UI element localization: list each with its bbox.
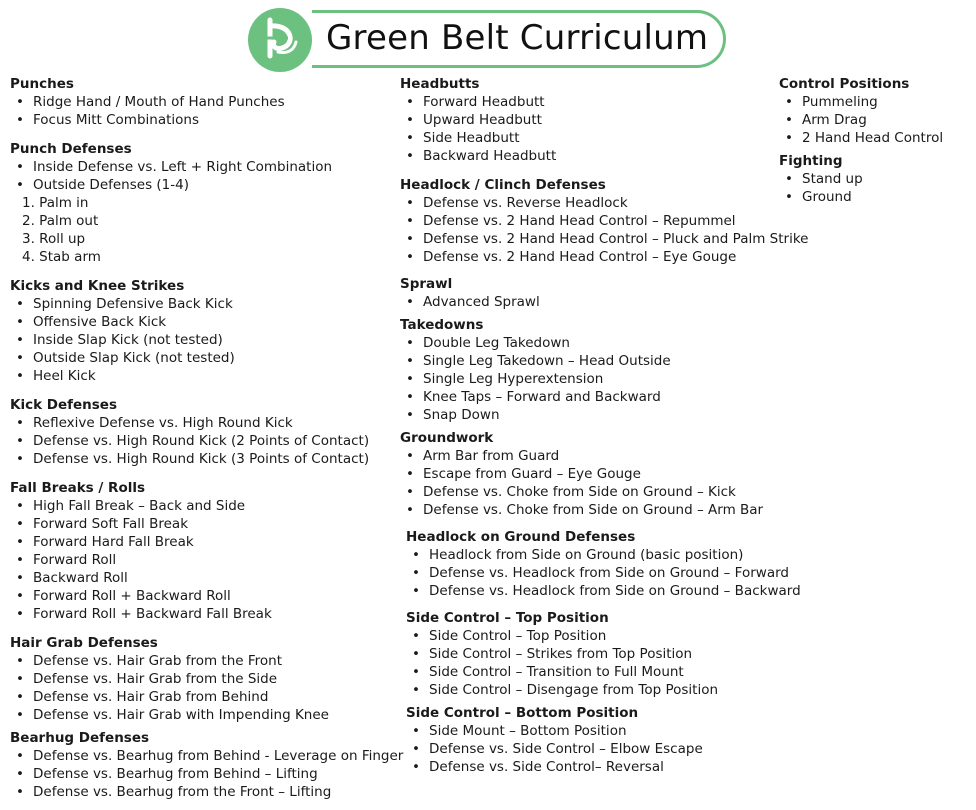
section-headbutts — [400, 75, 790, 165]
list-item: • Forward Soft Fall Break — [10, 515, 395, 533]
column-left — [10, 75, 404, 801]
section-control-positions — [779, 75, 969, 147]
section-title: Punch Defenses — [10, 141, 132, 157]
section-title: Side Control – Bottom Position — [406, 705, 639, 721]
list-item: • Spinning Defensive Back Kick — [10, 295, 395, 313]
list-item: • 2 Hand Head Control — [779, 129, 969, 147]
list-item: • Outside Defenses (1-4) — [10, 176, 395, 194]
list-item: • Defense vs. Bearhug from Behind - Leverage on Finger — [10, 747, 395, 765]
section-side-control-top — [400, 609, 790, 699]
column-middle — [400, 75, 809, 776]
item-list — [400, 447, 790, 519]
item-list — [400, 194, 809, 266]
list-item: • Side Headbutt — [400, 129, 790, 147]
list-item: • Side Control – Top Position — [406, 627, 790, 645]
list-item: • Focus Mitt Combinations — [10, 111, 395, 129]
list-item: • Reflexive Defense vs. High Round Kick — [10, 414, 395, 432]
list-item: • Defense vs. 2 Hand Head Control – Repummel — [400, 212, 790, 230]
list-item: • Side Control – Strikes from Top Position — [406, 645, 790, 663]
list-item: • Defense vs. Headlock from Side on Ground – Backward — [406, 582, 790, 600]
section-sprawl — [400, 275, 790, 311]
list-item: • Arm Drag — [779, 111, 969, 129]
list-item: • Defense vs. Hair Grab with Impending Knee — [10, 706, 395, 724]
section-title: Fighting — [779, 153, 843, 169]
page-header — [248, 6, 730, 74]
column-right — [779, 75, 969, 206]
list-item: • Side Control – Transition to Full Mount — [406, 663, 790, 681]
section-fighting — [779, 152, 969, 206]
section-side-control-bottom — [400, 704, 790, 776]
page-title: Green Belt Curriculum — [326, 18, 709, 58]
list-item: • Headlock from Side on Ground (basic position) — [406, 546, 790, 564]
item-list — [779, 170, 969, 206]
list-item: • Defense vs. Hair Grab from the Front — [10, 652, 395, 670]
item-list — [10, 414, 395, 468]
section-fall-breaks — [10, 479, 395, 623]
section-title: Bearhug Defenses — [10, 730, 150, 746]
sublist-item: 3. Roll up — [22, 231, 86, 247]
list-item: • Pummeling — [779, 93, 969, 111]
list-item: • Ground — [779, 188, 969, 206]
section-hair-grab — [10, 634, 395, 724]
sublist-item: 4. Stab arm — [22, 249, 101, 265]
list-item: • Backward Headbutt — [400, 147, 790, 165]
item-list — [406, 546, 801, 600]
section-title: Side Control – Top Position — [406, 610, 609, 626]
list-item: • Defense vs. High Round Kick (3 Points of Contact) — [10, 450, 395, 468]
section-punches — [10, 75, 395, 129]
krav-logo-icon — [248, 8, 312, 72]
section-title: Groundwork — [400, 430, 494, 446]
section-takedowns — [400, 316, 790, 424]
list-item: • Defense vs. 2 Hand Head Control – Eye Gouge — [400, 248, 790, 266]
list-item: • Defense vs. 2 Hand Head Control – Pluck and Palm Strike — [400, 230, 790, 248]
section-punch-defenses — [10, 140, 395, 266]
section-title: Sprawl — [400, 276, 453, 292]
list-item: • Arm Bar from Guard — [400, 447, 790, 465]
section-headlock-clinch — [400, 176, 809, 266]
list-item: • Defense vs. Bearhug from the Front – Lifting — [10, 783, 395, 801]
list-item: • Heel Kick — [10, 367, 395, 385]
list-item: • Forward Headbutt — [400, 93, 790, 111]
list-item: • Defense vs. Reverse Headlock — [400, 194, 790, 212]
item-list — [400, 293, 790, 311]
item-list — [400, 93, 790, 165]
list-item: • Stand up — [779, 170, 969, 188]
list-item: • Knee Taps – Forward and Backward — [400, 388, 790, 406]
section-groundwork — [400, 429, 790, 519]
list-item: • Defense vs. Hair Grab from Behind — [10, 688, 395, 706]
sublist-item: 2. Palm out — [22, 213, 99, 229]
section-title: Headlock / Clinch Defenses — [400, 177, 606, 193]
list-item: • Defense vs. Bearhug from Behind – Lifting — [10, 765, 395, 783]
item-list — [10, 158, 395, 194]
list-item: • Defense vs. High Round Kick (2 Points of Contact) — [10, 432, 395, 450]
section-kick-defenses — [10, 396, 395, 468]
list-item: • Offensive Back Kick — [10, 313, 395, 331]
section-kicks — [10, 277, 395, 385]
list-item: • Escape from Guard – Eye Gouge — [400, 465, 790, 483]
list-item: • Forward Hard Fall Break — [10, 533, 395, 551]
section-title: Kick Defenses — [10, 397, 117, 413]
section-title: Takedowns — [400, 317, 484, 333]
item-list — [779, 93, 969, 147]
sublist-item: 1. Palm in — [22, 195, 89, 211]
list-item: • Snap Down — [400, 406, 790, 424]
item-list — [10, 497, 395, 623]
item-list — [10, 747, 404, 801]
list-item: • Defense vs. Headlock from Side on Ground – Forward — [406, 564, 790, 582]
list-item: • Defense vs. Side Control – Elbow Escape — [406, 740, 790, 758]
list-item: • Single Leg Takedown – Head Outside — [400, 352, 790, 370]
item-list — [10, 652, 395, 724]
list-item: • Defense vs. Choke from Side on Ground – Arm Bar — [400, 501, 790, 519]
section-title: Kicks and Knee Strikes — [10, 278, 185, 294]
item-list — [406, 722, 790, 776]
section-bearhug — [10, 729, 404, 801]
list-item: • Defense vs. Hair Grab from the Side — [10, 670, 395, 688]
list-item: • Forward Roll + Backward Roll — [10, 587, 395, 605]
list-item: • Ridge Hand / Mouth of Hand Punches — [10, 93, 395, 111]
list-item: • Defense vs. Side Control– Reversal — [406, 758, 790, 776]
section-title: Headbutts — [400, 76, 480, 92]
section-headlock-ground — [400, 528, 801, 600]
section-title: Headlock on Ground Defenses — [406, 529, 636, 545]
list-item: • Inside Slap Kick (not tested) — [10, 331, 395, 349]
section-title: Hair Grab Defenses — [10, 635, 158, 651]
item-list — [400, 334, 790, 424]
item-list — [10, 93, 395, 129]
list-item: • Double Leg Takedown — [400, 334, 790, 352]
list-item: • High Fall Break – Back and Side — [10, 497, 395, 515]
list-item: • Backward Roll — [10, 569, 395, 587]
list-item: • Forward Roll — [10, 551, 395, 569]
list-item: • Side Control – Disengage from Top Position — [406, 681, 790, 699]
section-title: Punches — [10, 76, 74, 92]
list-item: • Outside Slap Kick (not tested) — [10, 349, 395, 367]
list-item: • Forward Roll + Backward Fall Break — [10, 605, 395, 623]
list-item: • Defense vs. Choke from Side on Ground – Kick — [400, 483, 790, 501]
list-item: • Upward Headbutt — [400, 111, 790, 129]
item-list — [406, 627, 790, 699]
list-item: • Side Mount – Bottom Position — [406, 722, 790, 740]
section-title: Control Positions — [779, 76, 910, 92]
list-item: • Advanced Sprawl — [400, 293, 790, 311]
numbered-sublist — [10, 194, 395, 266]
list-item: • Inside Defense vs. Left + Right Combination — [10, 158, 395, 176]
item-list — [10, 295, 395, 385]
list-item: • Single Leg Hyperextension — [400, 370, 790, 388]
section-title: Fall Breaks / Rolls — [10, 480, 146, 496]
